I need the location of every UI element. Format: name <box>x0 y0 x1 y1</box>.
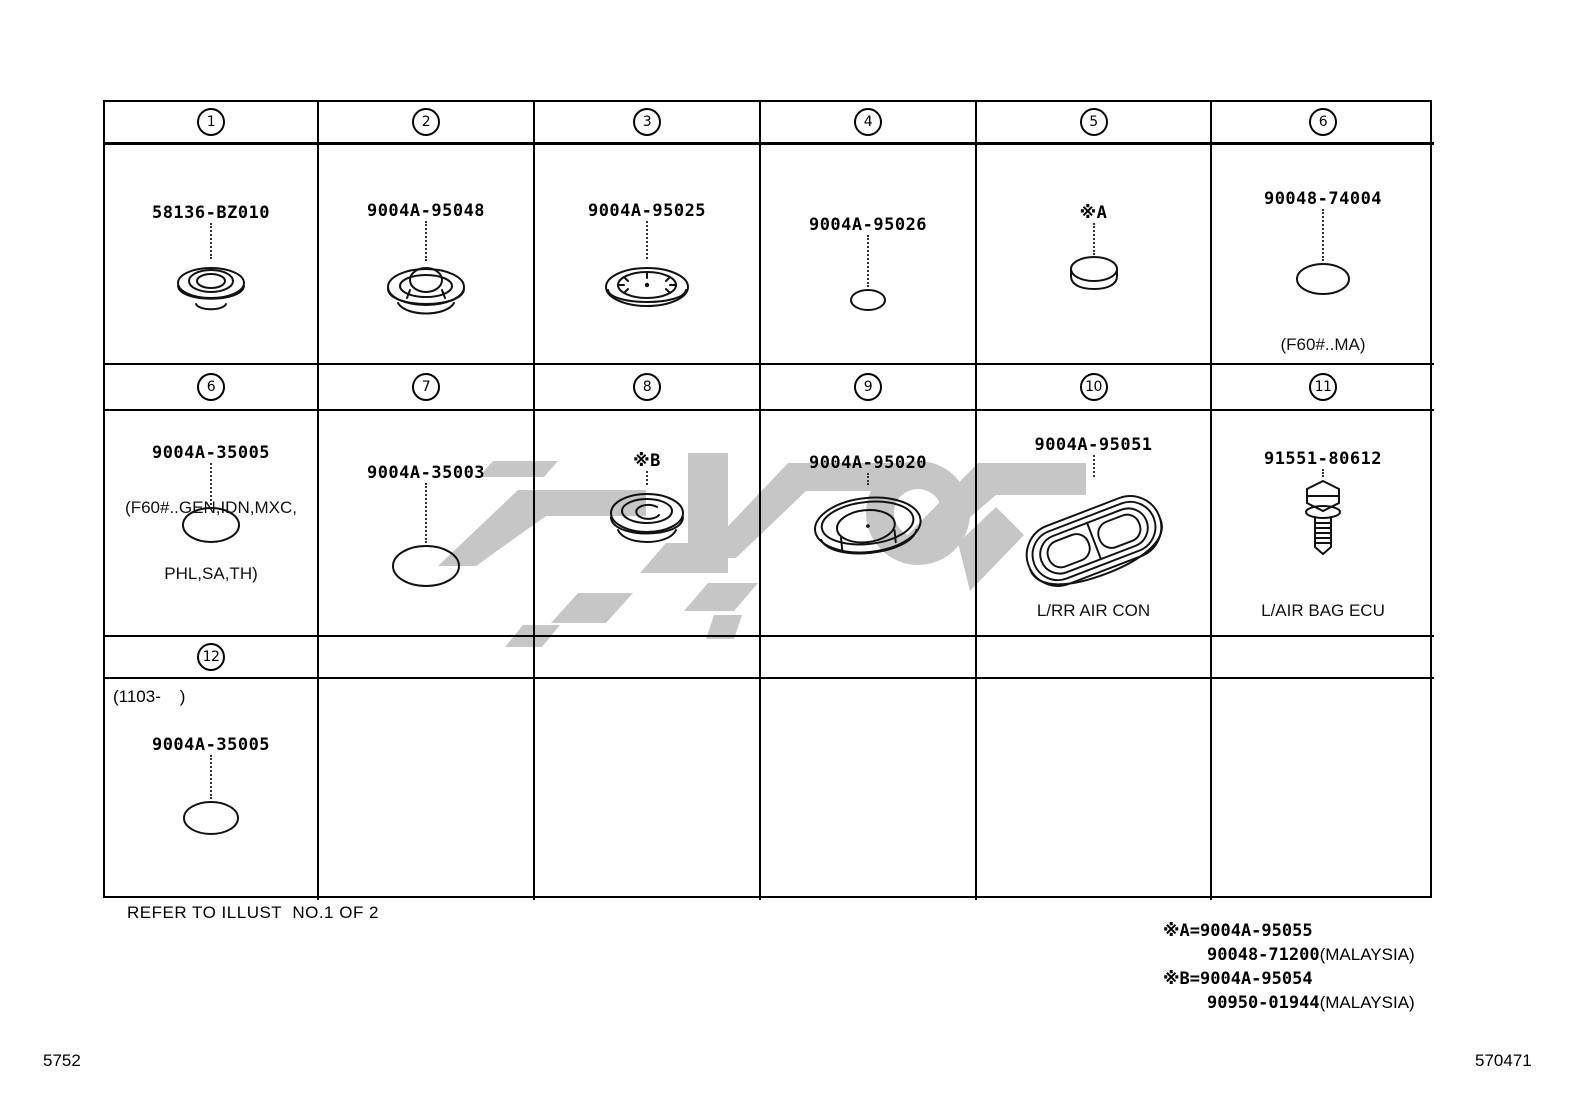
date-range-note: (1103- ) <box>113 687 186 706</box>
part-cell-6-variant <box>105 411 319 637</box>
part-cell-7 <box>319 411 535 637</box>
part-number: ※A <box>1079 203 1108 223</box>
grommet-drawing <box>376 261 476 325</box>
circled-index: 12 <box>197 643 225 671</box>
header-cell-12 <box>105 637 319 679</box>
part-number: 90048-74004 <box>1263 189 1383 209</box>
application-caption <box>105 453 317 629</box>
empty-cell <box>535 679 761 900</box>
legend-line-b <box>1163 967 1415 991</box>
header-cell-empty-4 <box>977 637 1212 679</box>
part-number: 9004A-95048 <box>366 201 486 221</box>
part-number: 9004A-35003 <box>366 463 486 483</box>
legend-suffix: (MALAYSIA) <box>1319 945 1415 964</box>
part-cell-2 <box>319 145 535 365</box>
part-cell-9 <box>761 411 977 637</box>
header-cell-7 <box>319 365 535 411</box>
grommet-drawing <box>1008 477 1180 605</box>
leader-line <box>425 221 427 261</box>
legend-prefix: ※B= <box>1163 969 1200 989</box>
header-cell-9 <box>761 365 977 411</box>
parts-table <box>103 100 1432 898</box>
circled-index: 6 <box>197 373 225 401</box>
circled-index: 5 <box>1080 108 1108 136</box>
part-number: 9004A-95026 <box>808 215 928 235</box>
circled-index: 6 <box>1309 108 1337 136</box>
part-number: 9004A-35005 <box>151 735 271 755</box>
application-caption: L/AIR BAG ECU <box>1261 601 1385 620</box>
application-caption: (F60#..MA) <box>1280 335 1366 354</box>
legend-line-b2 <box>1163 991 1415 1015</box>
part-number: 91551-80612 <box>1263 449 1383 469</box>
plug-drawing <box>1293 261 1353 297</box>
part-cell-6 <box>1212 145 1434 365</box>
empty-cell <box>319 679 535 900</box>
leader-line <box>1322 209 1324 261</box>
part-number: 9004A-95020 <box>808 453 928 473</box>
grommet-drawing <box>166 259 256 317</box>
header-cell-1 <box>105 102 319 145</box>
legend-line-a <box>1163 919 1415 943</box>
grommet-drawing <box>595 259 699 321</box>
part-number: 9004A-35005 <box>151 443 271 463</box>
header-cell-empty-1 <box>319 637 535 679</box>
circled-index: 8 <box>633 373 661 401</box>
plug-drawing <box>848 287 888 313</box>
leader-line <box>210 755 212 799</box>
legend-notes <box>1163 919 1415 1015</box>
legend-prefix: ※A= <box>1163 921 1200 941</box>
header-cell-5 <box>977 102 1212 145</box>
header-cell-8 <box>535 365 761 411</box>
circled-index: 3 <box>633 108 661 136</box>
refer-note: REFER TO ILLUST NO.1 OF 2 <box>127 903 380 922</box>
part-number: 9004A-95025 <box>587 201 707 221</box>
legend-part-number: 90950-01944 <box>1207 993 1320 1013</box>
leader-line <box>867 235 869 287</box>
circled-index: 7 <box>412 373 440 401</box>
plug-drawing <box>1067 255 1121 291</box>
caption-line-1: (F60#..GEN,IDN,MXC, <box>125 498 297 517</box>
part-cell-3 <box>535 145 761 365</box>
header-cell-3 <box>535 102 761 145</box>
header-cell-empty-5 <box>1212 637 1434 679</box>
circled-index: 2 <box>412 108 440 136</box>
circled-index: 10 <box>1080 373 1108 401</box>
circled-index: 9 <box>854 373 882 401</box>
part-cell-8 <box>535 411 761 637</box>
empty-cell <box>977 679 1212 900</box>
leader-line <box>867 473 869 485</box>
part-cell-5 <box>977 145 1212 365</box>
header-cell-2 <box>319 102 535 145</box>
part-number: ※B <box>633 451 661 471</box>
grommet-drawing <box>599 485 695 557</box>
legend-suffix: (MALAYSIA) <box>1319 993 1415 1012</box>
header-cell-4 <box>761 102 977 145</box>
header-cell-empty-3 <box>761 637 977 679</box>
legend-part-number: 90048-71200 <box>1207 945 1320 965</box>
plug-drawing <box>180 799 242 837</box>
legend-part-number: 9004A-95055 <box>1200 921 1313 941</box>
circled-index: 1 <box>197 108 225 136</box>
leader-line <box>1093 455 1095 477</box>
plug-drawing <box>389 543 463 589</box>
header-cell-11 <box>1212 365 1434 411</box>
legend-part-number: 9004A-95054 <box>1200 969 1313 989</box>
leader-line <box>1093 223 1095 255</box>
leader-line <box>646 221 648 259</box>
empty-cell <box>1212 679 1434 900</box>
empty-cell <box>761 679 977 900</box>
part-cell-1 <box>105 145 319 365</box>
part-cell-4 <box>761 145 977 365</box>
circled-index: 11 <box>1309 373 1337 401</box>
circled-index: 4 <box>854 108 882 136</box>
header-cell-empty-2 <box>535 637 761 679</box>
page-number: 5752 <box>43 1051 81 1070</box>
leader-line <box>1322 469 1324 477</box>
application-caption: L/RR AIR CON <box>1036 601 1151 620</box>
bolt-drawing <box>1294 477 1352 563</box>
part-number: 9004A-95051 <box>1034 435 1153 455</box>
caption-line-2: PHL,SA,TH) <box>164 564 258 583</box>
leader-line <box>646 471 648 485</box>
part-cell-12 <box>105 679 319 900</box>
doc-number: 570471 <box>1475 1051 1532 1070</box>
part-cell-10 <box>977 411 1212 637</box>
header-cell-10 <box>977 365 1212 411</box>
leader-line <box>210 223 212 259</box>
header-cell-6 <box>1212 102 1434 145</box>
part-number: 58136-BZ010 <box>151 203 271 223</box>
legend-line-a2 <box>1163 943 1415 967</box>
leader-line <box>425 483 427 543</box>
grommet-drawing <box>802 485 934 571</box>
header-cell-6b <box>105 365 319 411</box>
part-cell-11 <box>1212 411 1434 637</box>
